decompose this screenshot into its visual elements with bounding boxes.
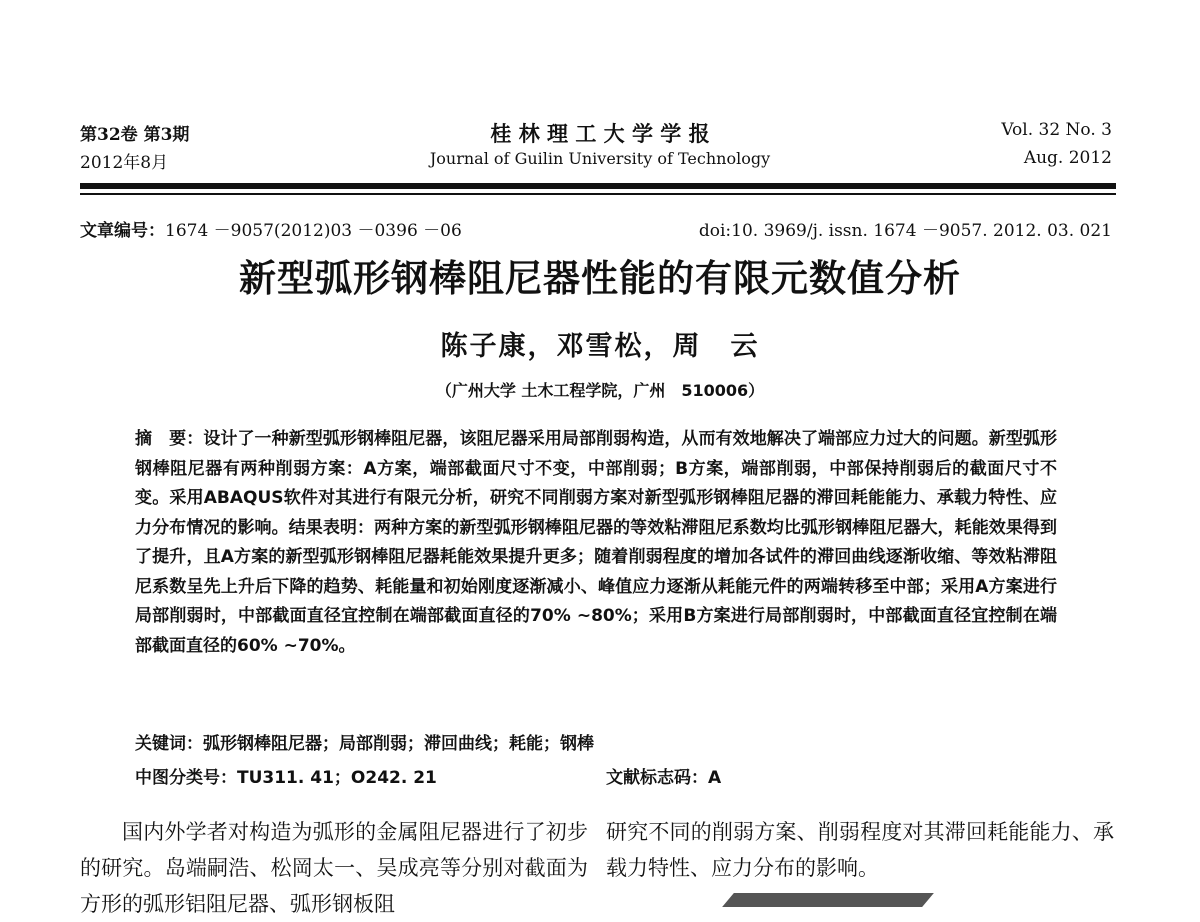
classification-code: TU311. 41；O242. 21 (237, 768, 437, 788)
document-code (606, 763, 721, 788)
paper-title: 新型弧形钢棒阻尼器性能的有限元数值分析 (239, 257, 961, 300)
article-id (80, 216, 462, 241)
authors: 陈子康，邓雪松，周 云 (440, 331, 760, 362)
abstract (135, 425, 1057, 661)
classification (135, 763, 437, 788)
document-code-label: 文献标志码： (606, 768, 708, 788)
keywords (135, 729, 594, 754)
publication-date-cn: 2012年8月 (80, 153, 169, 173)
volume-number-en: Vol. 32 No. 3 (1001, 120, 1112, 140)
keywords-text: 弧形钢棒阻尼器；局部削弱；滞回曲线；耗能；钢棒 (203, 734, 594, 754)
affiliation: （广州大学 土木工程学院，广州 510006） (435, 381, 765, 400)
doi: doi:10. 3969/j. issn. 1674 －9057. 2012. 03. 021 (698, 221, 1112, 241)
body-right-column: 研究不同的削弱方案、削弱程度对其滞回耗能能力、承载力特性、应力分布的影响。 (606, 820, 1114, 880)
header-rule-thick (80, 183, 1116, 189)
journal-title-en: Journal of Guilin University of Technology (429, 149, 771, 168)
abstract-label: 摘 要： (135, 429, 204, 449)
journal-title-cn: 桂 林 理 工 大 学 学 报 (490, 121, 710, 146)
keywords-label: 关键词： (135, 734, 203, 754)
article-id-label: 文章编号： (80, 221, 165, 241)
abstract-text: 设计了一种新型弧形钢棒阻尼器，该阻尼器采用局部削弱构造，从而有效地解决了端部应力过大的问题。新型弧形钢棒阻尼器有两种削弱方案：A方案，端部截面尺寸不变，中部削弱；B方案，端部削弱，中部保持削弱后的截面尺寸不变。采用ABAQUS软件对其进行有限元分析，研究不同削弱方案对新型弧形钢棒阻尼器的滞回耗能能力、承载力特性、应力分布情况的影响。结果表明：两种方案的新型弧形钢棒阻尼器的等效粘滞阻尼系数均比弧形钢棒阻尼器大，耗能效果得到了提升，且A方案的新型弧形钢棒阻尼器耗能效果提升更多；随着削弱程度的增加各试件的滞回曲线逐渐收缩、等效粘滞阻尼系数呈先上升后下降的趋势、耗能量和初始刚度逐渐减小、峰值应力逐渐从耗能元件的两端转移至中部；采用A方案进行局部削弱时，中部截面直径宜控制在端部截面直径的70% ~80%；采用B方案进行局部削弱时，中部截面直径宜控制在端部截面直径的60% ~70%。 (135, 429, 1058, 656)
publication-date-en: Aug. 2012 (1023, 148, 1112, 168)
header-rule-thin (80, 193, 1116, 195)
volume-issue: 第32卷 第3期 (80, 125, 190, 145)
article-id-value: 1674 －9057(2012)03 －0396 －06 (165, 221, 462, 241)
document-code-value: A (708, 768, 722, 788)
body-left-column: 国内外学者对构造为弧形的金属阻尼器进行了初步的研究。岛端嗣浩、松岡太一、吴成亮等分别对截面为方形的弧形铝阻尼器、弧形钢板阻 (80, 820, 588, 916)
classification-label: 中图分类号： (135, 768, 237, 788)
